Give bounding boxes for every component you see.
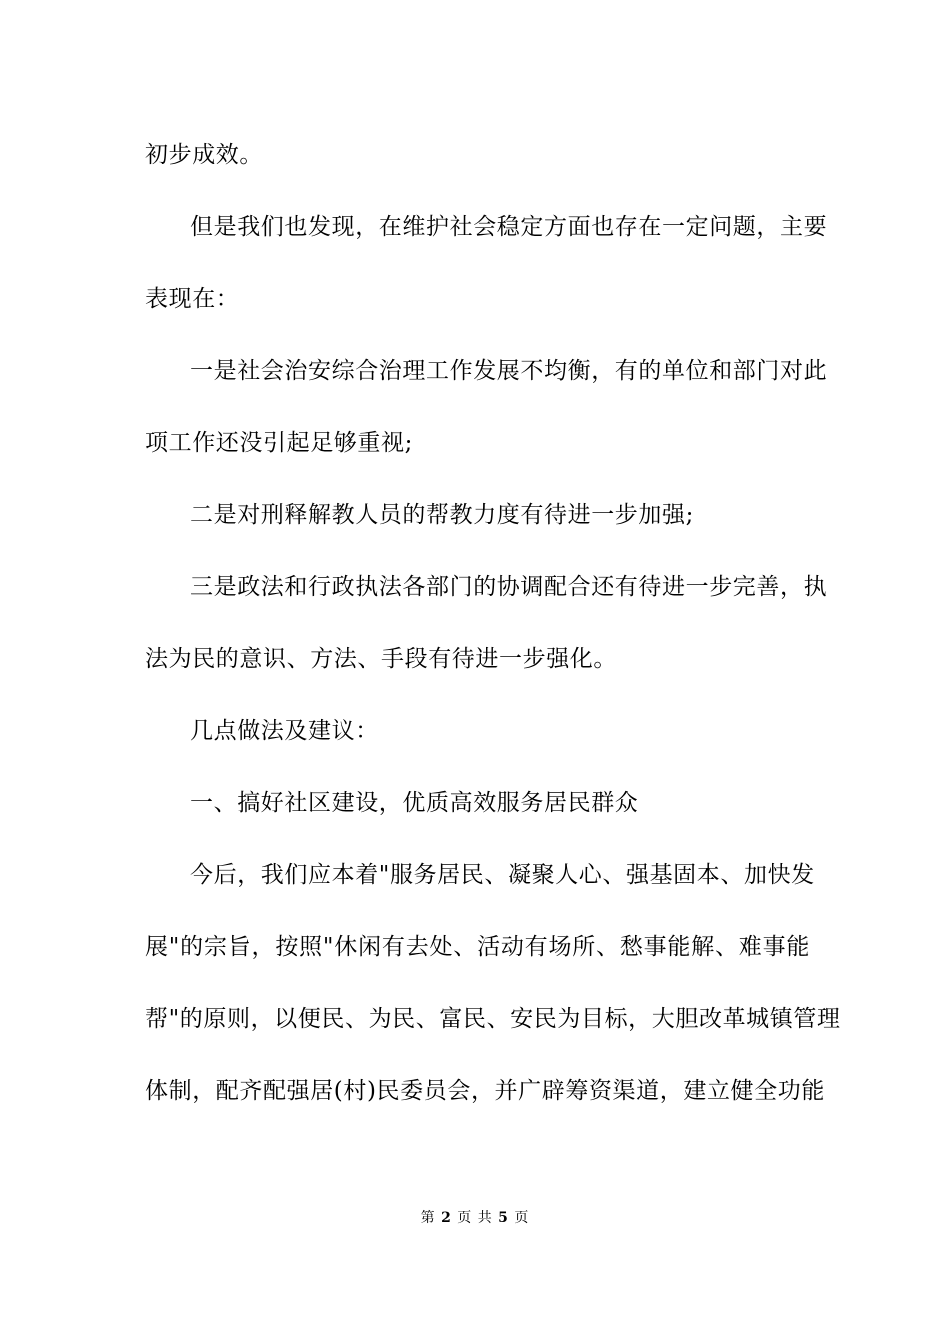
total-page-number: 5 [498,1210,509,1226]
page-footer [0,1209,950,1227]
text-line: 但是我们也发现，在维护社会稳定方面也存在一定问题，主要 [190,214,828,240]
text-line: 三是政法和行政执法各部门的协调配合还有待进一步完善，执 [190,574,828,600]
text-line: 项工作还没引起足够重视; [145,430,413,456]
text-line: 法为民的意识、方法、手段有待进一步强化。 [145,646,617,672]
text-line: 二是对刑释解教人员的帮教力度有待进一步加强; [190,502,694,528]
current-page-number: 2 [441,1210,452,1226]
footer-middle: 页 共 [457,1210,493,1226]
text-line: 表现在： [145,286,240,312]
text-line: 帮"的原则，以便民、为民、富民、安民为目标，大胆改革城镇管理 [145,1006,841,1032]
text-line: 体制，配齐配强居(村)民委员会，并广辟筹资渠道，建立健全功能 [145,1078,825,1104]
text-line: 初步成效。 [145,142,263,168]
text-line: 展"的宗旨，按照"休闲有去处、活动有场所、愁事能解、难事能 [145,934,810,960]
footer-suffix: 页 [514,1210,530,1226]
text-line: 今后，我们应本着"服务居民、凝聚人心、强基固本、加快发 [190,862,815,888]
footer-prefix: 第 [420,1210,436,1226]
text-line: 几点做法及建议： [190,718,379,744]
text-line: 一、搞好社区建设，优质高效服务居民群众 [190,790,639,816]
text-line: 一是社会治安综合治理工作发展不均衡，有的单位和部门对此 [190,358,828,384]
